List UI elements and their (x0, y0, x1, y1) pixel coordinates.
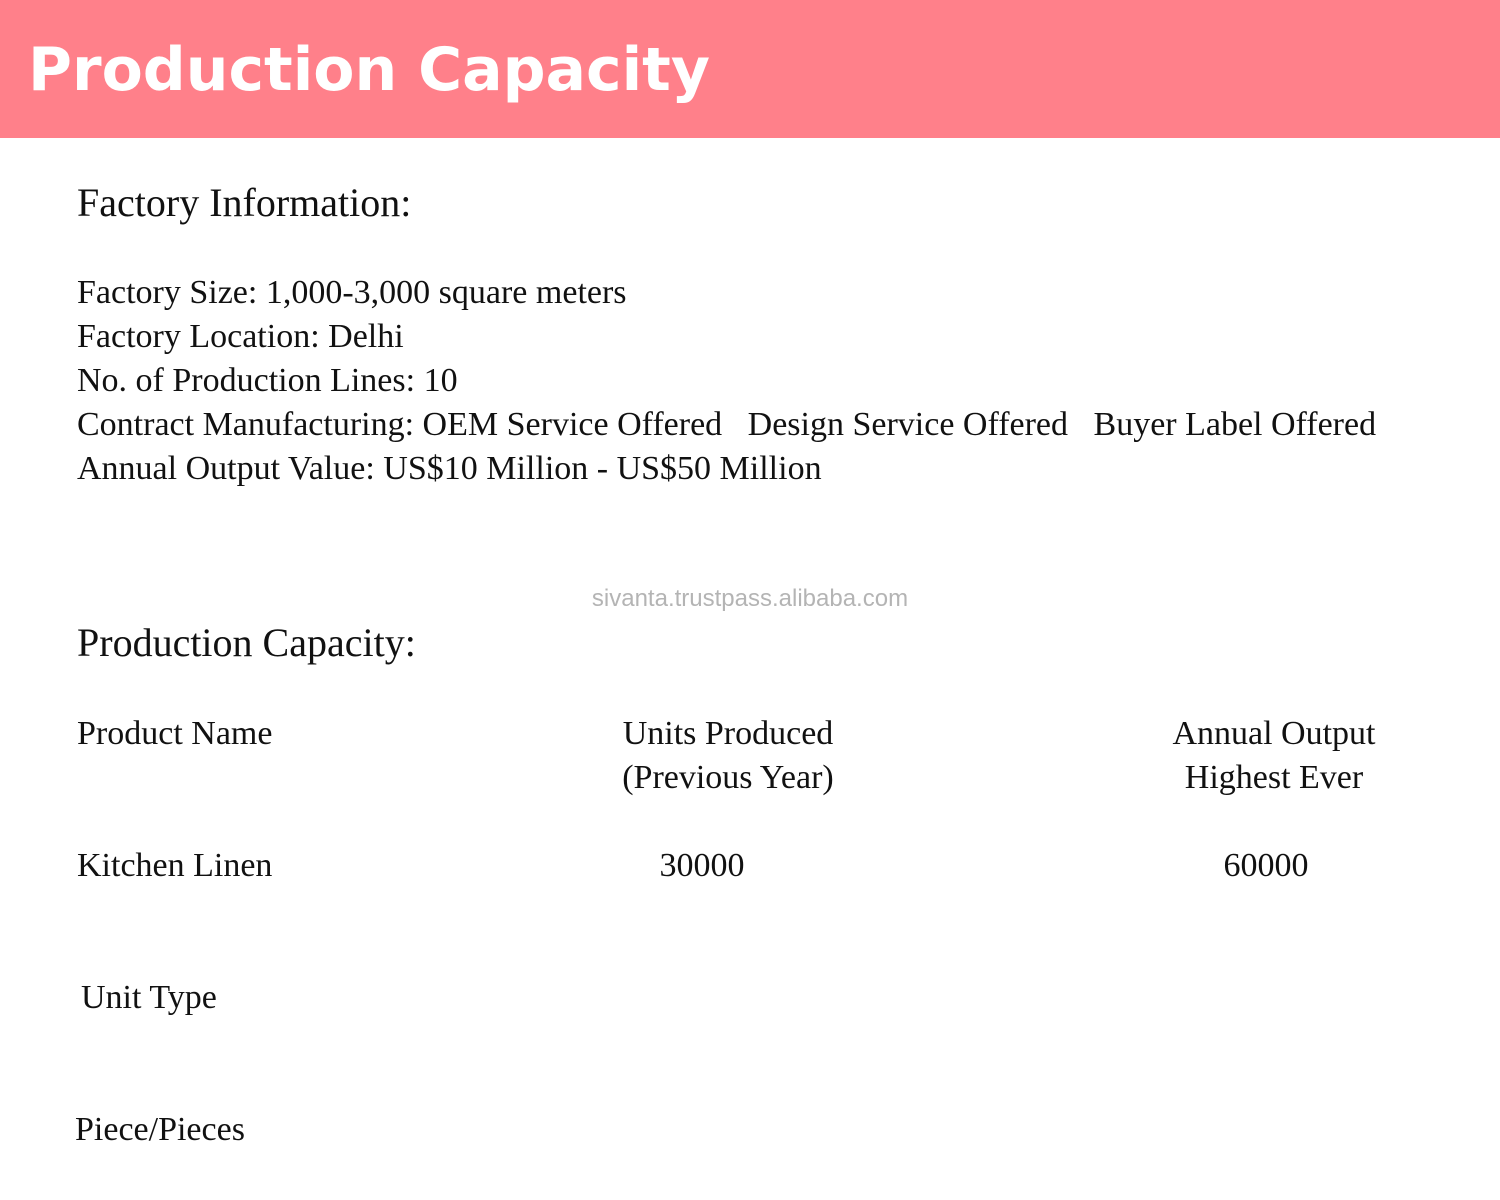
column-header-units-produced-line2: (Previous Year) (622, 759, 834, 796)
contract-manufacturing-line: Contract Manufacturing: OEM Service Offered Design Service Offered Buyer Label Offered (77, 406, 1377, 443)
column-header-product-name: Product Name (77, 715, 273, 752)
watermark: sivanta.trustpass.alibaba.com (591, 585, 909, 612)
column-header-units-produced (578, 712, 878, 800)
factory-information-heading: Factory Information: (77, 180, 412, 225)
factory-size-line: Factory Size: 1,000-3,000 square meters (77, 274, 627, 311)
column-header-annual-output (1124, 712, 1424, 800)
production-lines-line: No. of Production Lines: 10 (77, 362, 458, 399)
unit-type-label: Unit Type (81, 979, 217, 1016)
column-header-annual-output-line1: Annual Output (1172, 715, 1376, 752)
unit-type-value: Piece/Pieces (75, 1111, 245, 1148)
page-title: Production Capacity (28, 35, 710, 105)
factory-location-line: Factory Location: Delhi (77, 318, 404, 355)
column-header-annual-output-line2: Highest Ever (1184, 759, 1364, 796)
column-header-units-produced-line1: Units Produced (622, 715, 834, 752)
header-bar (0, 0, 1500, 138)
table-row-units-produced: 30000 (659, 847, 745, 884)
production-capacity-heading: Production Capacity: (77, 620, 416, 665)
table-row-product-name: Kitchen Linen (77, 847, 273, 884)
annual-output-value-line: Annual Output Value: US$10 Million - US$50 Million (77, 450, 822, 487)
table-row-annual-output: 60000 (1223, 847, 1309, 884)
